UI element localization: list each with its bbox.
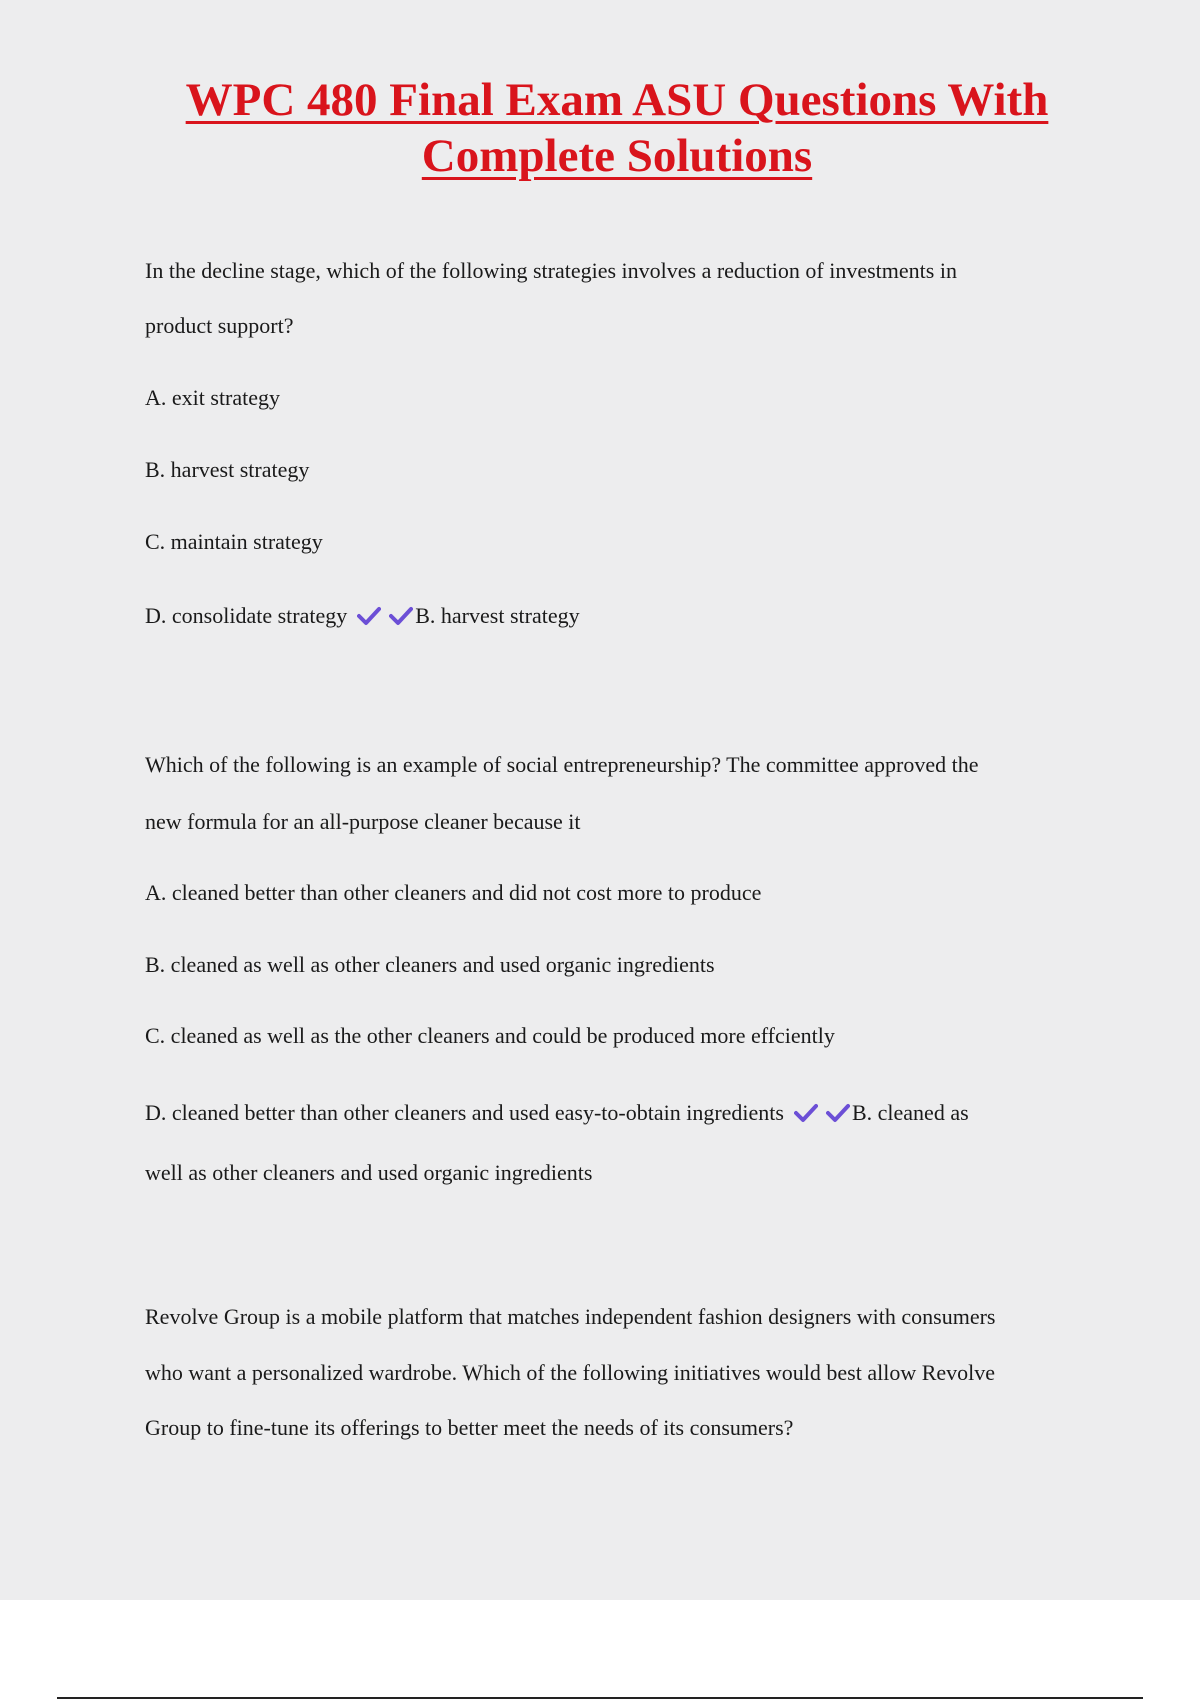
checkmark-icon — [357, 606, 381, 626]
question-2-option-b: B. cleaned as well as other cleaners and used organic ingredients — [145, 952, 715, 977]
answer-marker — [794, 1102, 850, 1130]
question-2-answer-continued: well as other cleaners and used organic ingredients — [145, 1160, 593, 1185]
question-2-option-d: D. cleaned better than other cleaners and used easy-to-obtain ingredients — [145, 1100, 784, 1125]
question-1-option-d: D. consolidate strategy — [145, 603, 348, 628]
answer-marker — [357, 605, 413, 633]
question-1-option-a: A. exit strategy — [145, 385, 281, 410]
page-footer-rule — [57, 1697, 1143, 1699]
question-3-stem-line-3: Group to fine-tune its offerings to better meet the needs of its consumers? — [145, 1415, 794, 1440]
question-1-option-b: B. harvest strategy — [145, 457, 310, 482]
question-1-option-c: C. maintain strategy — [145, 529, 323, 554]
title-line-2: Complete Solutions — [421, 130, 813, 182]
question-3-stem-line-2: who want a personalized wardrobe. Which of the following initiatives would best allow Revolve — [145, 1360, 996, 1385]
question-1-option-d-row — [145, 602, 580, 633]
question-2-option-c: C. cleaned as well as the other cleaners and could be produced more effciently — [145, 1023, 835, 1048]
question-1-stem-line-2: product support? — [145, 313, 294, 338]
checkmark-icon — [794, 1103, 818, 1123]
question-2-option-d-row — [145, 1099, 969, 1130]
question-3-stem-line-1: Revolve Group is a mobile platform that matches independent fashion designers with consumers — [145, 1304, 996, 1329]
question-1-stem-line-1: In the decline stage, which of the following strategies involves a reduction of investments in — [145, 258, 957, 283]
checkmark-icon — [826, 1103, 850, 1123]
question-2-option-a: A. cleaned better than other cleaners and did not cost more to produce — [145, 880, 762, 905]
title-line-1: WPC 480 Final Exam ASU Questions With — [185, 74, 1049, 126]
question-2-answer: B. cleaned as — [851, 1100, 969, 1125]
question-1-answer: B. harvest strategy — [415, 603, 580, 628]
question-2-stem-line-1: Which of the following is an example of social entrepreneurship? The committee approved the — [145, 752, 979, 777]
document-title — [100, 72, 1134, 184]
question-2-stem-line-2: new formula for an all-purpose cleaner because it — [145, 809, 581, 834]
checkmark-icon — [389, 606, 413, 626]
